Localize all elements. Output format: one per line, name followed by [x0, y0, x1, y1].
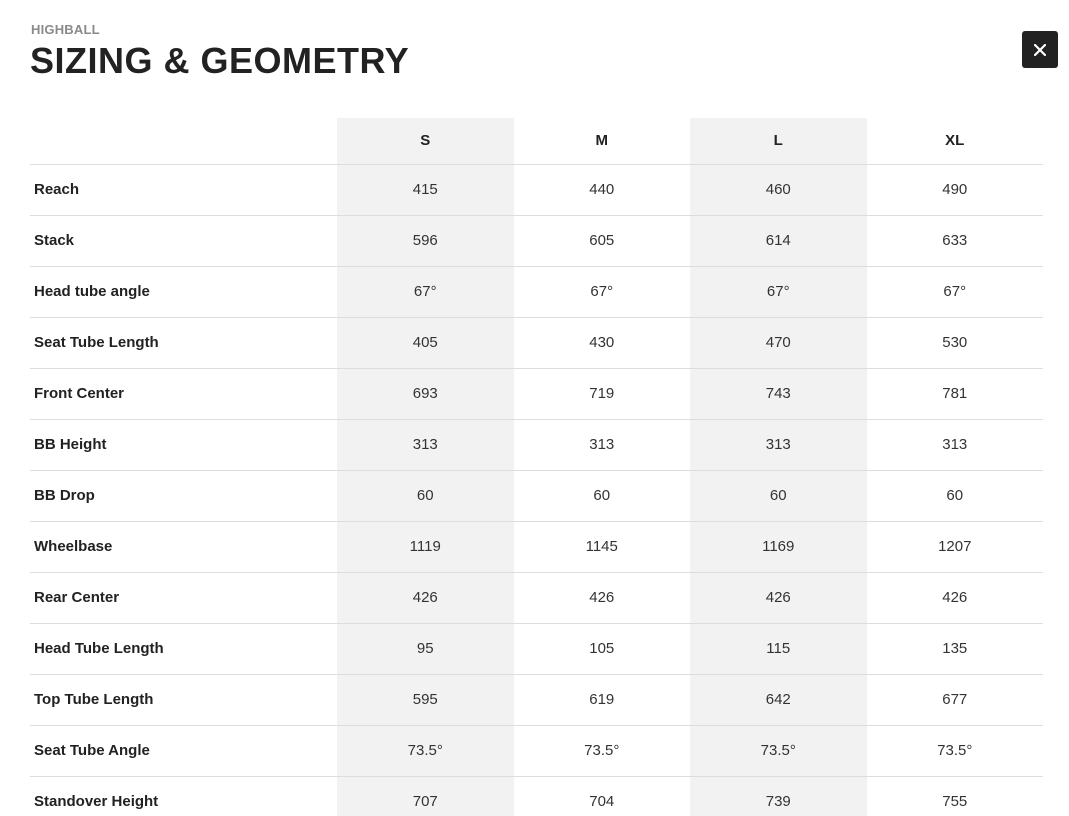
value-cell-l: 1169 [690, 521, 867, 572]
value-cell-l: 470 [690, 317, 867, 368]
value-cell-xl: 73.5° [867, 725, 1044, 776]
size-header-l: L [690, 118, 867, 164]
value-cell-m: 60 [514, 470, 691, 521]
value-cell-m: 605 [514, 215, 691, 266]
size-header-xl: XL [867, 118, 1044, 164]
table-row [30, 674, 1043, 725]
row-label: Seat Tube Angle [30, 725, 337, 776]
value-cell-m: 430 [514, 317, 691, 368]
value-cell-l: 460 [690, 164, 867, 215]
value-cell-xl: 1207 [867, 521, 1044, 572]
table-row [30, 572, 1043, 623]
value-cell-s: 426 [337, 572, 514, 623]
header-label-cell [30, 118, 337, 164]
row-label: Front Center [30, 368, 337, 419]
row-label: Seat Tube Length [30, 317, 337, 368]
value-cell-m: 105 [514, 623, 691, 674]
table-row [30, 317, 1043, 368]
value-cell-m: 719 [514, 368, 691, 419]
row-label: BB Drop [30, 470, 337, 521]
value-cell-s: 60 [337, 470, 514, 521]
value-cell-m: 440 [514, 164, 691, 215]
value-cell-xl: 313 [867, 419, 1044, 470]
value-cell-l: 73.5° [690, 725, 867, 776]
table-row [30, 368, 1043, 419]
value-cell-l: 67° [690, 266, 867, 317]
value-cell-s: 95 [337, 623, 514, 674]
table-header-row [30, 118, 1043, 164]
value-cell-xl: 60 [867, 470, 1044, 521]
value-cell-l: 743 [690, 368, 867, 419]
size-header-m: M [514, 118, 691, 164]
value-cell-xl: 677 [867, 674, 1044, 725]
table-row [30, 266, 1043, 317]
value-cell-l: 642 [690, 674, 867, 725]
close-icon [1034, 44, 1046, 56]
value-cell-s: 313 [337, 419, 514, 470]
value-cell-l: 115 [690, 623, 867, 674]
row-label: Head tube angle [30, 266, 337, 317]
table-row [30, 623, 1043, 674]
value-cell-m: 704 [589, 793, 615, 811]
value-cell-s: 693 [337, 368, 514, 419]
value-cell-l: 614 [690, 215, 867, 266]
table-row [30, 776, 1043, 816]
value-cell-xl: 426 [867, 572, 1044, 623]
geometry-table [30, 118, 1043, 816]
row-label: Wheelbase [30, 521, 337, 572]
value-cell-l: 426 [690, 572, 867, 623]
close-button[interactable] [1022, 31, 1058, 68]
value-cell-xl: 530 [867, 317, 1044, 368]
page-title: SIZING & GEOMETRY [30, 40, 410, 81]
value-cell-s: 415 [337, 164, 514, 215]
value-cell-s: 707 [337, 776, 514, 816]
size-header-s: S [337, 118, 514, 164]
value-cell-l: 313 [690, 419, 867, 470]
table-row [30, 470, 1043, 521]
value-cell-s: 595 [337, 674, 514, 725]
row-label: Head Tube Length [30, 623, 337, 674]
value-cell-xl: 633 [867, 215, 1044, 266]
geometry-table-body [30, 164, 1043, 816]
value-cell-xl: 755 [942, 793, 968, 811]
table-row [30, 164, 1043, 215]
value-cell-m: 1145 [514, 521, 691, 572]
value-cell-xl: 781 [867, 368, 1044, 419]
value-cell-m: 313 [514, 419, 691, 470]
row-label: Rear Center [30, 572, 337, 623]
row-label: Standover Height [34, 793, 159, 811]
value-cell-m: 426 [514, 572, 691, 623]
value-cell-s: 596 [337, 215, 514, 266]
value-cell-xl: 135 [867, 623, 1044, 674]
table-row [30, 725, 1043, 776]
value-cell-xl: 490 [867, 164, 1044, 215]
value-cell-s: 67° [337, 266, 514, 317]
value-cell-m: 619 [514, 674, 691, 725]
row-label: Reach [30, 164, 337, 215]
value-cell-m: 73.5° [514, 725, 691, 776]
value-cell-xl: 67° [867, 266, 1044, 317]
model-name: HIGHBALL [31, 22, 100, 37]
value-cell-s: 1119 [337, 521, 514, 572]
table-row [30, 215, 1043, 266]
value-cell-s: 73.5° [337, 725, 514, 776]
value-cell-l: 60 [690, 470, 867, 521]
row-label: Top Tube Length [30, 674, 337, 725]
table-row [30, 521, 1043, 572]
row-label: Stack [30, 215, 337, 266]
value-cell-l: 739 [690, 776, 867, 816]
value-cell-s: 405 [337, 317, 514, 368]
table-row [30, 419, 1043, 470]
value-cell-m: 67° [514, 266, 691, 317]
row-label: BB Height [30, 419, 337, 470]
